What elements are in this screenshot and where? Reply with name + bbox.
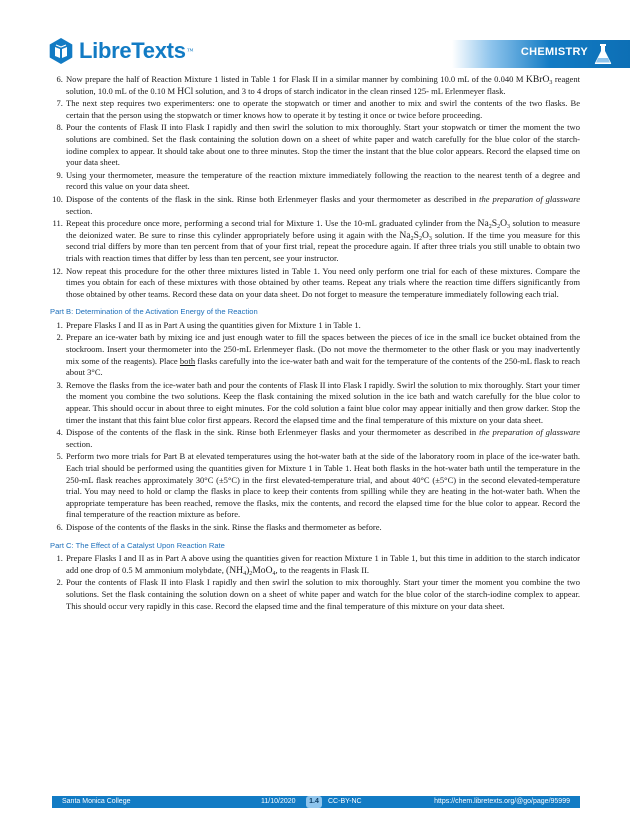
list-item: 6. Now prepare the half of Reaction Mixture 1 listed in Table 1 for Flask II in a similar manner by combining 10.0 mL of the 0.040 M KBrO$_3$ reagent solution, 10.0 mL of the 0.10 M HCl solution, and 3 to 4 drops of starch indicator in the clean rinsed 125- mL Erlenmeyer flask. <box>65 74 580 97</box>
glassware-link[interactable]: the preparation of glassware <box>479 193 581 204</box>
libretexts-logo-icon <box>47 37 75 65</box>
list-item: 1. Prepare Flasks I and II as in Part A above using the quantities given for reaction Mixture 1 in Table 1, but this time in addition to the starch indicator add one drop of 0.5 M ammonium molybdate, $(NH_4)_2MoO_4$, to the reagents in Flask II. <box>65 553 580 576</box>
footer-page-number: 1.4 <box>306 796 322 808</box>
chem-formula-na2s2o3: $Na_2S_2O_3$ <box>399 229 432 242</box>
list-item: 2. Pour the contents of Flask II into Flask I rapidly and then swirl the solution to mix thoroughly. Start your timer the moment you combine the two solutions. Set the flask containing the solution down on a sheet of white paper and watch for the blue color of the starch-iodine complex to appear. This should occur very rapidly in this case. Record the elapsed time and the final temperature of this mixture on your data sheet. <box>65 577 580 612</box>
part-b-heading: Part B: Determination of the Activation Energy of the Reaction <box>50 307 258 317</box>
list-item: 9. Using your thermometer, measure the temperature of the reaction mixture immediately following the reaction to the nearest tenth of a degree and record this value on your data sheet. <box>65 170 580 193</box>
part-a-steps-continued <box>50 74 580 300</box>
list-item: 4. Dispose of the contents of the flask in the sink. Rinse both Erlenmeyer flasks and your thermometer as described in the preparation of glassware section. <box>65 427 580 450</box>
part-b-steps <box>50 320 580 534</box>
document-body <box>50 74 580 613</box>
chem-formula-ammonium-molybdate: $(NH_4)_2MoO_4$ <box>226 564 276 577</box>
list-item: 5. Perform two more trials for Part B at elevated temperatures using the hot-water bath at the side of the laboratory room in place of the ice-water bath. Each trial should be performed using the quantities given for Mixture 1 in Table 1. Heat both flasks in the hot-water bath until the temperature in the 250-mL flask reaches approximately 30°C (±5°C) in the first elevated-temperature trial, and about 40°C (±5°C) in the second elevated-temperature trial. You may need to hold or clamp the flasks in place to keep their contents from spilling while they are heating in the hot-water bath. When the appropriate temperature has been reached, remove the flasks, mix the contents, and record the elapsed time for the blue color to appear. Record the final temperature of the reaction mixture as before. <box>65 451 580 521</box>
part-c-heading: Part C: The Effect of a Catalyst Upon Reaction Rate <box>50 540 225 550</box>
list-item: 7. The next step requires two experimenters: one to operate the stopwatch or timer and another to mix and swirl the contents of the two flasks. Be certain that the person using the stopwatch or timer knows how to operate it by testing it once or twice before proceeding. <box>65 98 580 121</box>
logo-trademark: ™ <box>186 47 194 55</box>
list-item: 8. Pour the contents of Flask II into Flask I rapidly and then swirl the solution to mix thoroughly. Start your stopwatch or timer the moment the two solutions are combined. Set the flask containing the solution down on a sheet of white paper and watch carefully for the blue color of the starch-iodine complex to appear. It should take about one to three minutes. Stop the timer the instant that the blue color appears. Record the elapsed time on your data sheet. <box>65 122 580 168</box>
list-item: 3. Remove the flasks from the ice-water bath and pour the contents of Flask II into Flask I rapidly. Swirl the solution to mix thoroughly. Start your timer the moment you combine the two solutions. Keep the flask containing the mixed solution in the ice bath and watch carefully for the blue color to appear. This should occur in about three to eight minutes. For the cold solution a faint blue color may appear initially and then grow darker. Stop the timer the instant that this faint blue color first appears. Record the elapsed time and the final temperature of this mixture on your data sheet. <box>65 380 580 426</box>
footer-license[interactable]: CC-BY-NC <box>328 798 362 805</box>
chem-formula-hcl: HCl <box>177 85 194 97</box>
glassware-link[interactable]: the preparation of glassware <box>479 427 581 438</box>
list-item: 11. Repeat this procedure once more, performing a second trial for Mixture 1. Use the 10-mL graduated cylinder from the $Na_2S_2O_3$ solution to measure the deionized water. Be sure to rinse this cylinder appropriately before using it again with the $Na_2S_2O_3$ solution. If the time you measure for this second trial differs by more than ten percent from that of your first trial, repeat the procedure again. If after three trials you still unable to obtain two trials with reaction times that differ by less than ten percent, see your instructor. <box>65 218 580 264</box>
list-item: 10. Dispose of the contents of the flask in the sink. Rinse both Erlenmeyer flasks and your thermometer as described in the preparation of glassware section. <box>65 194 580 217</box>
logo-text: LibreTexts <box>79 38 186 63</box>
libretexts-logo[interactable] <box>47 37 194 65</box>
page-footer <box>52 796 580 808</box>
footer-url-link[interactable]: https://chem.libretexts.org/@go/page/95999 <box>434 798 570 805</box>
chem-formula-na2s2o3: $Na_2S_2O_3$ <box>477 218 510 231</box>
chem-formula-kbro3: KBrO$_3$ <box>525 74 553 86</box>
list-item: 1. Prepare Flasks I and II as in Part A using the quantities given for Mixture 1 in Table 1. <box>65 320 580 332</box>
list-item: 2. Prepare an ice-water bath by mixing ice and just enough water to fill the spaces between the pieces of ice in the small ice bucket obtained from the stockroom. Insert your thermometer into the 250-mL Erlenmeyer flask. (Do not move the thermometer to the other flask or you may inadvertently mix some of the reagents). Place both flasks carefully into the ice-water bath and wait for the temperature of the contents of the 250-mL flask to reach about 3°C. <box>65 332 580 378</box>
footer-date: 11/10/2020 <box>261 798 296 805</box>
subject-label[interactable]: CHEMISTRY <box>520 46 588 58</box>
footer-college: Santa Monica College <box>62 798 131 805</box>
part-c-steps <box>50 553 580 612</box>
list-item: 6. Dispose of the contents of the flasks in the sink. Rinse the flasks and thermometer as before. <box>65 522 580 534</box>
page-header <box>0 0 630 70</box>
flask-icon <box>594 43 612 65</box>
list-item: 12. Now repeat this procedure for the other three mixtures listed in Table 1. You need only perform one trial for each of these mixtures. Compare the times you obtain for each of these mixtures with those obtained by other teams. Repeat any trials where the reaction time differs significantly from those obtained by other teams. Record these data on your data sheet. Do not forget to measure the temperature immediately following each trial. <box>65 266 580 301</box>
